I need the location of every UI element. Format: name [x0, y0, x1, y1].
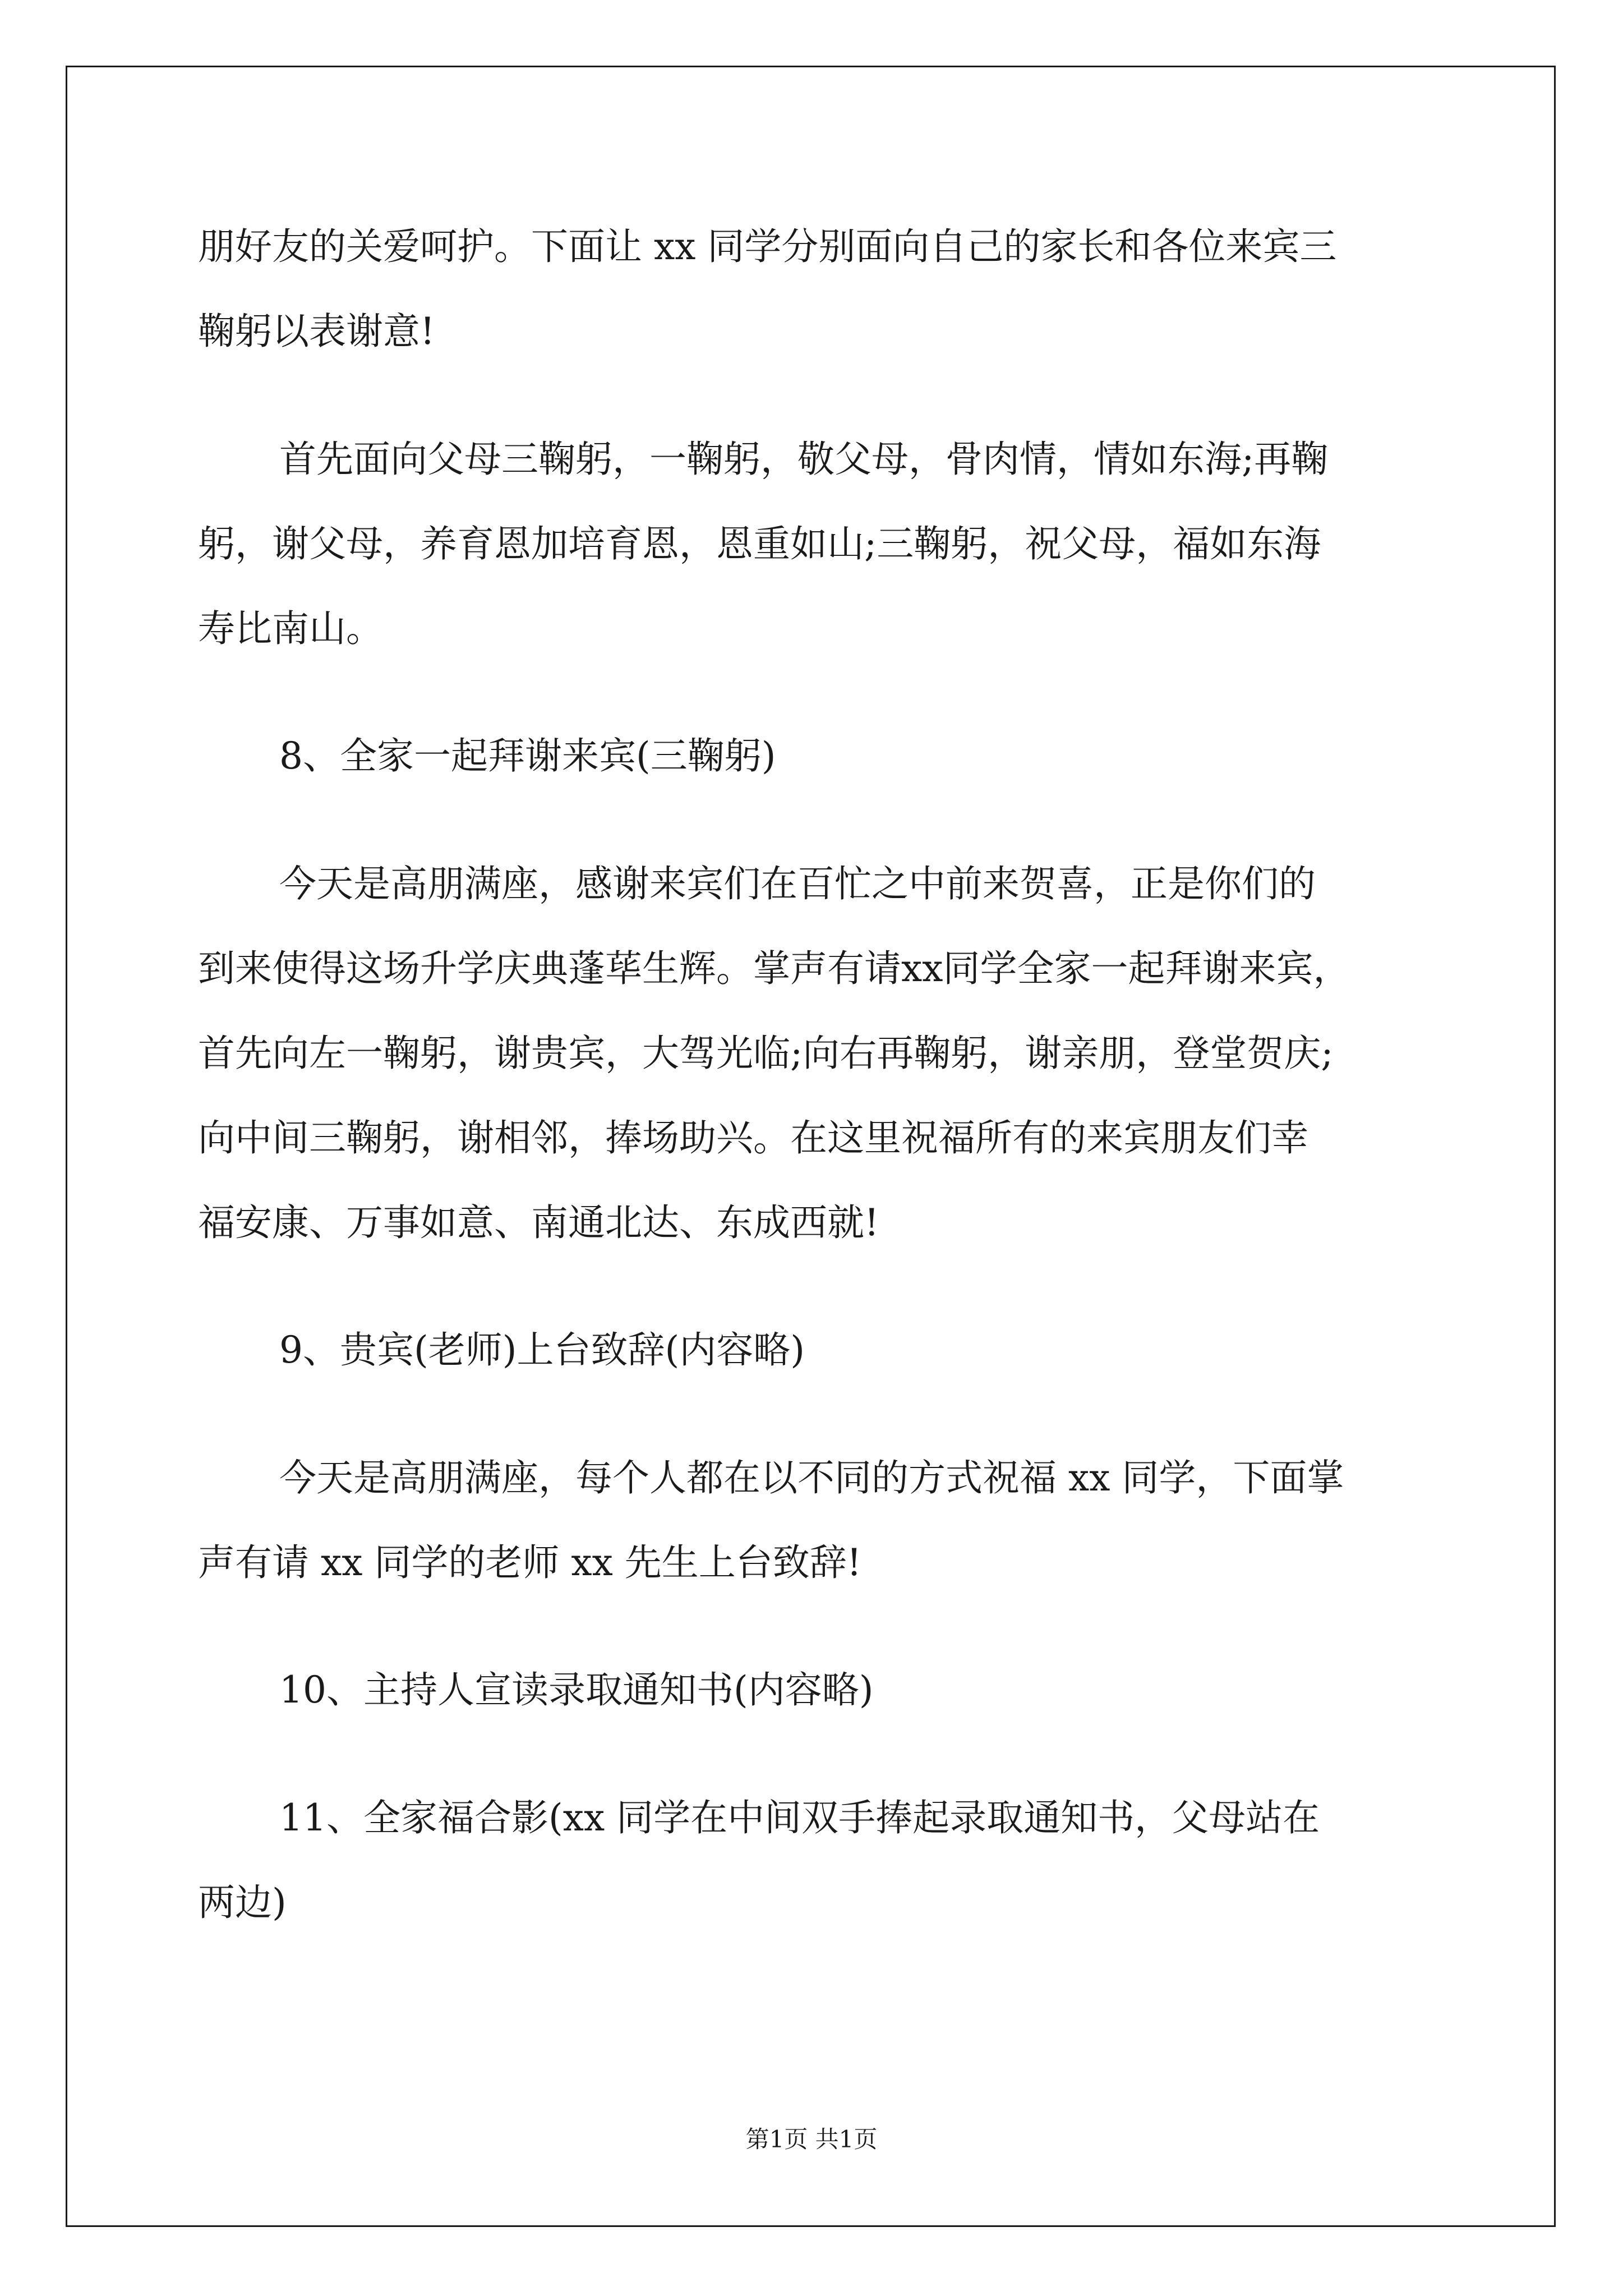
text-line: 躬，谢父母，养育恩加培育恩，恩重如山;三鞠躬，祝父母，福如东海	[198, 522, 1321, 565]
text-line: 首先面向父母三鞠躬，一鞠躬，敬父母，骨肉情，情如东海;再鞠	[279, 438, 1329, 481]
section-heading: 9、贵宾(老师)上台致辞(内容略)	[279, 1328, 805, 1372]
text-line: 首先向左一鞠躬，谢贵宾，大驾光临;向右再鞠躬，谢亲朋，登堂贺庆;	[198, 1032, 1334, 1075]
text-line: 两边)	[198, 1881, 287, 1924]
section-heading: 10、主持人宣读录取通知书(内容略)	[279, 1668, 874, 1711]
section-heading: 11、全家福合影(xx 同学在中间双手捧起录取通知书，父母站在	[279, 1796, 1320, 1839]
page-footer: 第1页 共1页	[745, 2125, 878, 2153]
text-line: 今天是高朋满座，感谢来宾们在百忙之中前来贺喜，正是你们的	[279, 862, 1316, 905]
text-line: 声有请 xx 同学的老师 xx 先生上台致辞!	[198, 1541, 862, 1584]
text-line: 鞠躬以表谢意!	[198, 310, 435, 353]
text-line: 朋好友的关爱呵护。下面让 xx 同学分别面向自己的家长和各位来宾三	[198, 225, 1337, 268]
text-line: 到来使得这场升学庆典蓬荜生辉。掌声有请xx同学全家一起拜谢来宾，	[198, 947, 1350, 990]
text-line: 寿比南山。	[198, 607, 383, 650]
section-heading: 8、全家一起拜谢来宾(三鞠躬)	[279, 734, 776, 777]
text-line: 今天是高朋满座，每个人都在以不同的方式祝福 xx 同学，下面掌	[279, 1456, 1344, 1499]
text-line: 福安康、万事如意、南通北达、东成西就!	[198, 1201, 879, 1244]
text-line: 向中间三鞠躬，谢相邻，捧场助兴。在这里祝福所有的来宾朋友们幸	[198, 1116, 1308, 1159]
